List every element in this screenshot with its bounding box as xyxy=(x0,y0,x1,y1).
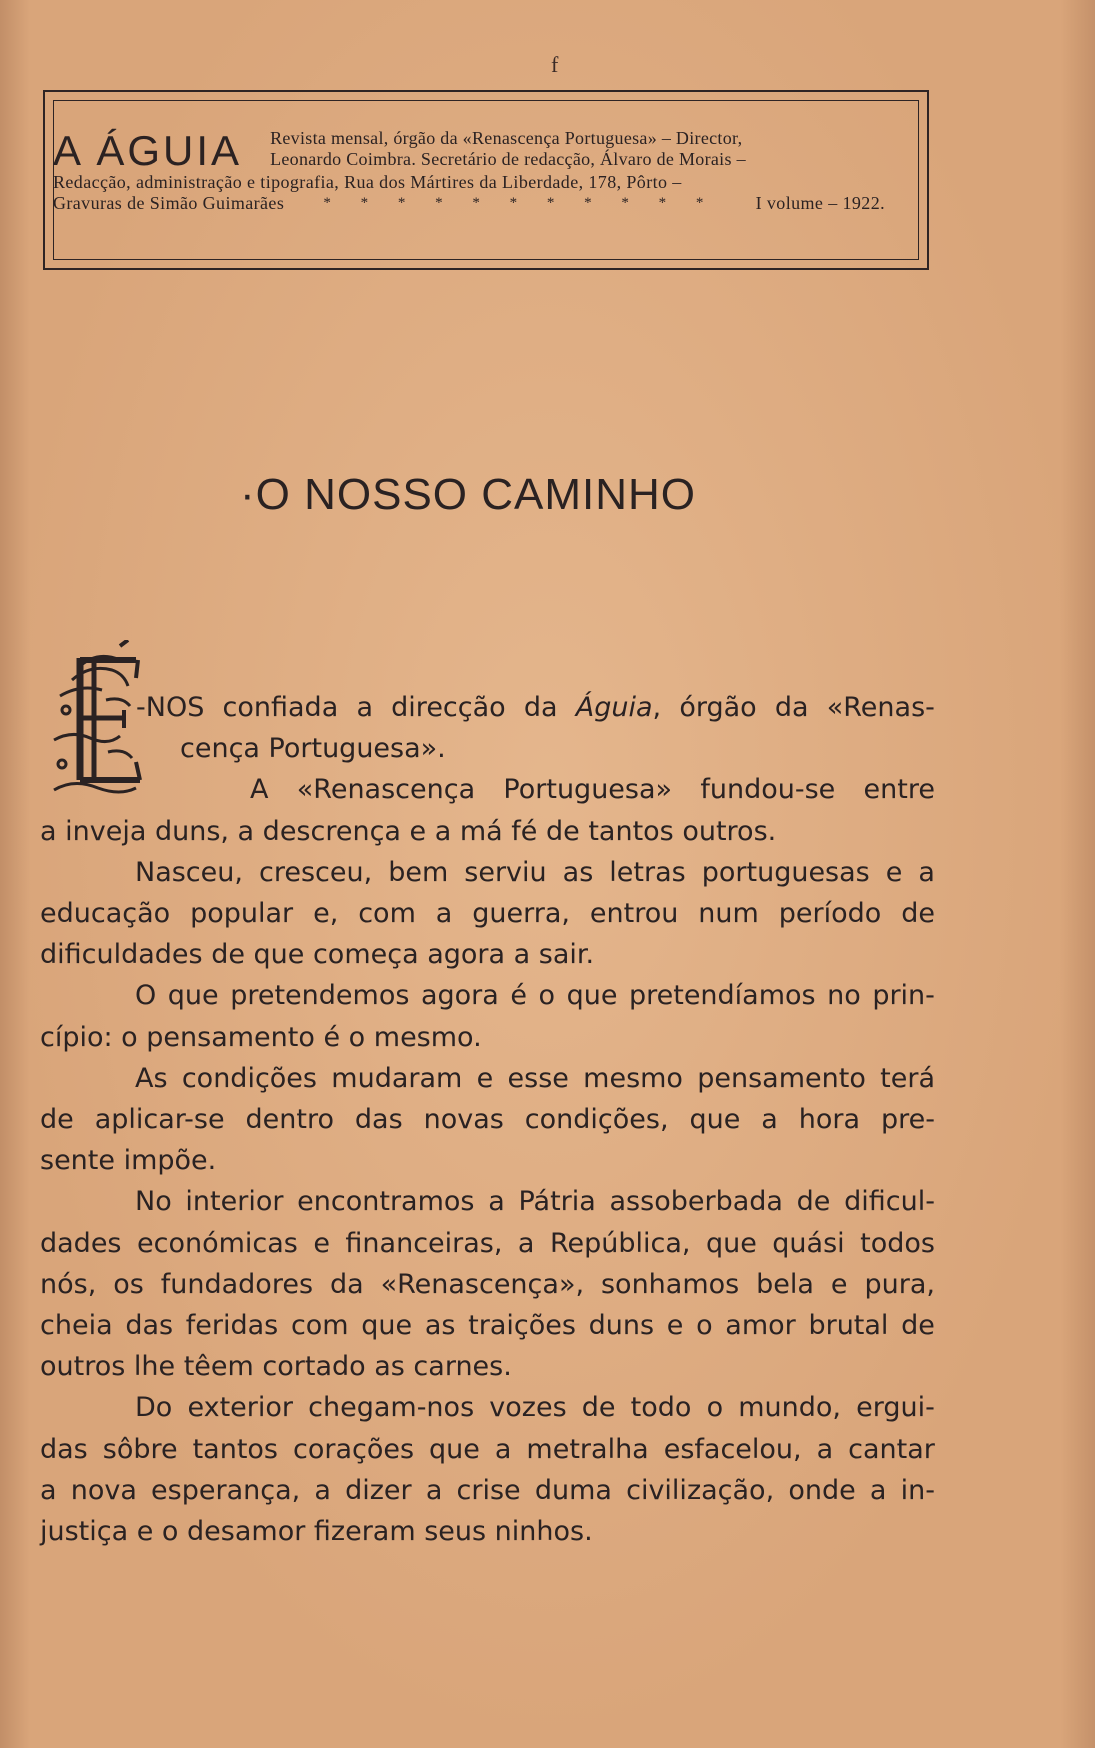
word: e xyxy=(313,1227,330,1259)
word: da xyxy=(774,692,809,723)
text-line xyxy=(40,852,935,893)
word: feridas xyxy=(185,1310,279,1342)
word: O xyxy=(135,980,157,1012)
word: todo xyxy=(630,1392,692,1424)
word: hora xyxy=(798,1104,861,1136)
article-title: ·O NOSSO CAMINHO xyxy=(240,470,697,519)
word: educação xyxy=(40,898,171,930)
word: os xyxy=(113,1268,144,1300)
text-line xyxy=(40,1223,935,1264)
masthead xyxy=(53,128,893,214)
word: pre- xyxy=(881,1104,935,1136)
word: que xyxy=(566,980,618,1012)
journal-name-italic: Águia xyxy=(575,692,653,723)
word: de xyxy=(796,1186,831,1218)
word: que xyxy=(429,1433,480,1465)
word: de xyxy=(901,898,935,930)
text-line xyxy=(40,934,935,975)
word: interior xyxy=(185,1186,284,1218)
word: agora xyxy=(420,980,499,1012)
text-line xyxy=(40,1099,935,1140)
word: a xyxy=(918,856,935,888)
word: in- xyxy=(900,1474,935,1506)
word: justiça e o desamor fizeram seus ninhos. xyxy=(40,1516,593,1548)
word: condições xyxy=(181,1062,317,1094)
word: serviu xyxy=(464,856,547,888)
word: Nasceu, xyxy=(135,856,243,888)
word: As xyxy=(135,1062,168,1094)
word: cença Portuguesa». xyxy=(180,733,446,765)
word: corações xyxy=(292,1433,415,1465)
word: assoberbada xyxy=(609,1186,783,1218)
word: confiada xyxy=(222,692,339,723)
word: o xyxy=(696,1310,713,1342)
word: da xyxy=(523,692,558,723)
word: cheia xyxy=(40,1310,113,1342)
word: direcção xyxy=(391,692,506,723)
text-line xyxy=(40,1305,935,1346)
word: esperança, xyxy=(151,1474,301,1506)
word: fundadores xyxy=(160,1268,314,1300)
word: Águia, xyxy=(575,692,662,723)
word: bem xyxy=(388,856,449,888)
word: entrou xyxy=(589,898,679,930)
word: sonhamos xyxy=(600,1268,740,1300)
word: a xyxy=(869,1474,887,1506)
word: das xyxy=(125,1310,174,1342)
word: cantar xyxy=(848,1433,935,1465)
masthead-stars: * * * * * * * * * * * xyxy=(323,195,717,211)
word: novas xyxy=(423,1104,504,1136)
word: metralha xyxy=(526,1433,649,1465)
word: pensamento xyxy=(697,1062,866,1094)
word: Portuguesa» xyxy=(503,774,673,806)
text-line xyxy=(40,893,935,934)
word: órgão xyxy=(679,692,757,723)
word: a xyxy=(40,1474,57,1506)
word: encontramos xyxy=(297,1186,475,1218)
word: letras xyxy=(609,856,686,888)
word: mundo, xyxy=(738,1392,842,1424)
word: dificul- xyxy=(844,1186,935,1218)
word: No xyxy=(135,1186,172,1218)
word: a xyxy=(517,1227,535,1259)
word: e, xyxy=(313,898,339,930)
word: dades xyxy=(40,1227,122,1259)
journal-title: A ÁGUIA xyxy=(53,127,243,174)
word: de xyxy=(581,1392,616,1424)
word: pretendemos xyxy=(230,980,410,1012)
word: «Renascença», xyxy=(380,1268,585,1300)
text-line xyxy=(40,975,935,1016)
word: fundou-se xyxy=(700,774,836,806)
word: ergui- xyxy=(856,1392,935,1424)
word: mudaram xyxy=(331,1062,463,1094)
word: sôbre xyxy=(102,1433,178,1465)
word: duns xyxy=(588,1310,655,1342)
text-line xyxy=(40,1140,935,1181)
word: e xyxy=(666,1310,684,1342)
text-line xyxy=(40,769,935,810)
word: as xyxy=(562,856,594,888)
word: a xyxy=(494,1433,512,1465)
word: no xyxy=(827,980,861,1012)
word: portuguesas xyxy=(701,856,870,888)
word: económicas xyxy=(136,1227,298,1259)
word: duma xyxy=(534,1474,612,1506)
text-line xyxy=(40,1346,935,1387)
word: período xyxy=(778,898,882,930)
text-line xyxy=(40,811,935,852)
word: vozes xyxy=(489,1392,567,1424)
word: chegam-nos xyxy=(308,1392,475,1424)
word: o xyxy=(706,1392,724,1424)
word: -NOS xyxy=(136,692,205,723)
word: nova xyxy=(70,1474,137,1506)
word: num xyxy=(698,898,759,930)
word: popular xyxy=(190,898,294,930)
word: esfacelou, xyxy=(663,1433,802,1465)
word: traições xyxy=(468,1310,576,1342)
word: amor xyxy=(725,1310,796,1342)
word: Do xyxy=(135,1392,173,1424)
word: a inveja duns, a descrença e a má fé de tantos outros. xyxy=(40,815,777,847)
word: de xyxy=(40,1104,74,1136)
word: com xyxy=(358,898,416,930)
word: e xyxy=(885,856,903,888)
masthead-line-1: Revista mensal, órgão da «Renascença Portuguesa» – Director, xyxy=(270,128,743,148)
word: das xyxy=(40,1433,88,1465)
masthead-engravings: Gravuras de Simão Guimarães xyxy=(53,193,285,213)
word: quási xyxy=(772,1227,845,1259)
article-body xyxy=(40,687,935,1552)
word: todos xyxy=(860,1227,935,1259)
word: nós, xyxy=(40,1268,97,1300)
word: pretendíamos xyxy=(628,980,816,1012)
word: terá xyxy=(880,1062,935,1094)
word: a xyxy=(314,1474,331,1506)
word: onde xyxy=(788,1474,856,1506)
word: República, xyxy=(549,1227,691,1259)
word: bela xyxy=(756,1268,814,1300)
word: da xyxy=(329,1268,364,1300)
word: e xyxy=(476,1062,494,1094)
word: guerra, xyxy=(472,898,570,930)
word: que xyxy=(705,1227,757,1259)
word: cresceu, xyxy=(258,856,373,888)
word: as xyxy=(424,1310,456,1342)
word: sente impõe. xyxy=(40,1145,217,1177)
word: a xyxy=(816,1433,834,1465)
word: prin- xyxy=(872,980,935,1012)
word: financeiras, xyxy=(345,1227,503,1259)
word: das xyxy=(354,1104,403,1136)
word: civilização, xyxy=(626,1474,775,1506)
text-line xyxy=(40,1181,935,1222)
word: a xyxy=(356,692,373,723)
word: outros lhe têem cortado as carnes. xyxy=(40,1351,512,1383)
word: esse xyxy=(507,1062,569,1094)
text-line xyxy=(40,1429,935,1470)
word: que xyxy=(361,1310,413,1342)
word: é xyxy=(510,980,527,1012)
word: Pátria xyxy=(518,1186,596,1218)
text-line xyxy=(40,1017,935,1058)
text-line xyxy=(40,1264,935,1305)
word: pura, xyxy=(864,1268,935,1300)
text-line xyxy=(40,1511,935,1552)
word: aplicar-se xyxy=(94,1104,225,1136)
word: que xyxy=(167,980,219,1012)
word: e xyxy=(830,1268,848,1300)
word: que xyxy=(689,1104,741,1136)
word: crise xyxy=(456,1474,521,1506)
masthead-line-3: Redacção, administração e tipografia, Rua dos Mártires da Liberdade, 178, Pôrto – xyxy=(53,172,682,192)
word: tantos xyxy=(192,1433,278,1465)
word: de xyxy=(901,1310,935,1342)
word: dizer xyxy=(345,1474,412,1506)
word: A xyxy=(250,774,269,806)
word: a xyxy=(435,898,453,930)
masthead-description xyxy=(270,128,746,170)
word: entre xyxy=(863,774,935,806)
word: exterior xyxy=(187,1392,293,1424)
page-mark: f xyxy=(551,52,559,77)
text-line xyxy=(40,728,935,769)
text-line xyxy=(40,1058,935,1099)
word: dentro xyxy=(245,1104,334,1136)
word: a xyxy=(488,1186,505,1218)
word: com xyxy=(290,1310,349,1342)
text-line xyxy=(40,687,935,728)
word: a xyxy=(425,1474,443,1506)
word: cípio: o pensamento é o mesmo. xyxy=(40,1021,482,1053)
word: condições, xyxy=(524,1104,669,1136)
word: «Renas- xyxy=(826,692,935,723)
word: mesmo xyxy=(583,1062,683,1094)
word: «Renascença xyxy=(296,774,476,806)
masthead-top-row xyxy=(53,128,893,172)
word: brutal xyxy=(808,1310,889,1342)
masthead-volume: I volume – 1922. xyxy=(755,193,885,213)
masthead-line-2: Leonardo Coimbra. Secretário de redacção, Álvaro de Morais – xyxy=(270,149,746,169)
text-line xyxy=(40,1470,935,1511)
word: dificuldades de que começa agora a sair. xyxy=(40,939,595,971)
word: o xyxy=(538,980,556,1012)
word: a xyxy=(761,1104,778,1136)
masthead-line-4 xyxy=(53,193,885,214)
text-line xyxy=(40,1387,935,1428)
